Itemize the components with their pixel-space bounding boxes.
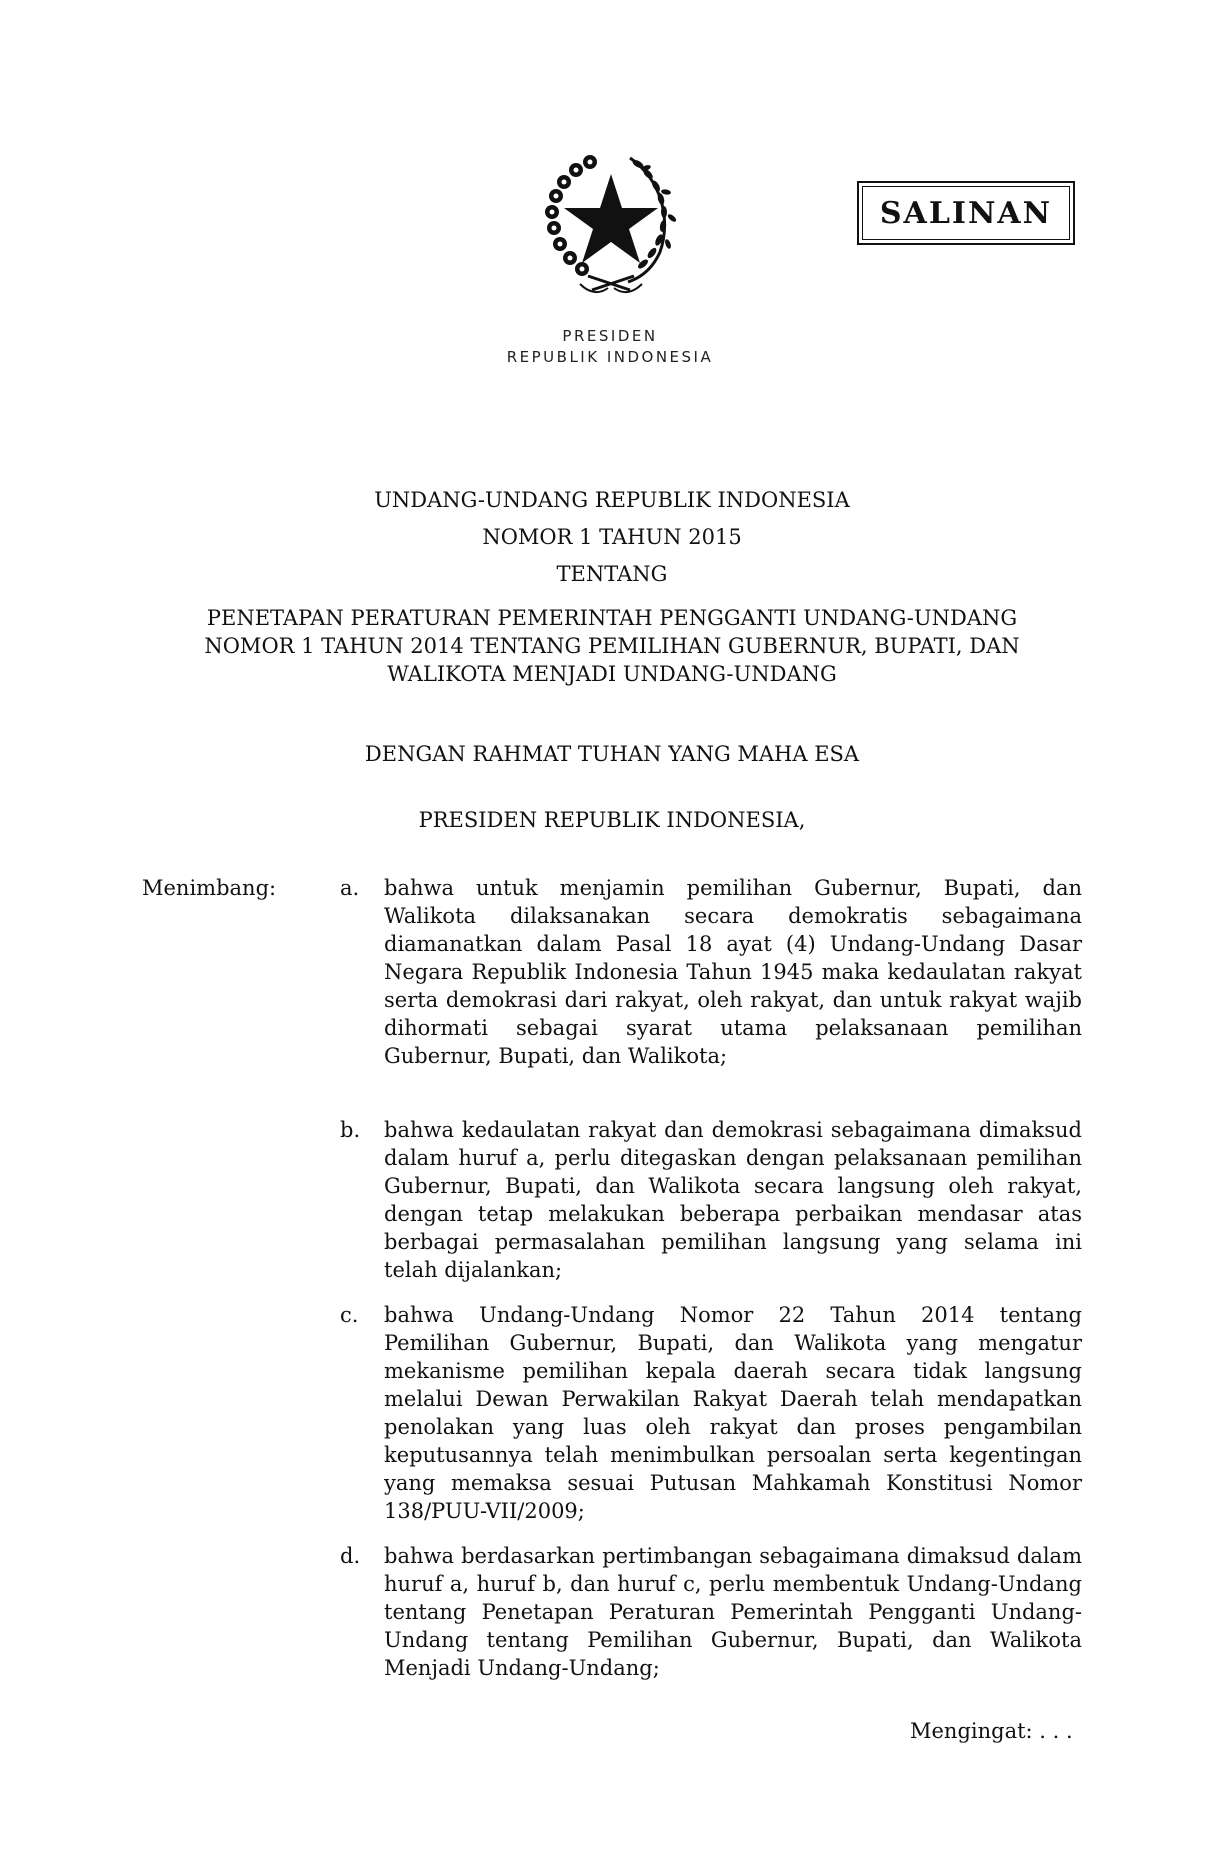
subject-line1: PENETAPAN PERATURAN PEMERINTAH PENGGANTI UNDANG-UNDANG <box>206 606 1018 630</box>
president-line: PRESIDEN REPUBLIK INDONESIA, <box>418 808 806 832</box>
item-text: bahwa berdasarkan pertimbangan sebagaimana dimaksud dalam huruf a, huruf b, dan huruf c, perlu membentuk Undang-Undang tentang Penetapan Peraturan Pemerintah Pengganti Undang-Undang tentang Pemilihan Gubernur, Bupati, dan Walikota Menjadi Undang-Undang; <box>384 1544 1082 1680</box>
blessing-line: DENGAN RAHMAT TUHAN YANG MAHA ESA <box>364 742 860 766</box>
continuation-catchword: Mengingat: . . . <box>910 1719 1073 1743</box>
stamp-label: SALINAN <box>879 195 1053 231</box>
item-text: bahwa untuk menjamin pemilihan Gubernur, Bupati, dan Walikota dilaksanakan secara demokratis sebagaimana diamanatkan dalam Pasal 18 ayat (4) Undang-Undang Dasar Negara Republik Indonesia Tahun 1945 maka kedaulatan rakyat serta demokrasi dari rakyat, oleh rakyat, dan untuk rakyat wajib dihormati sebagai syarat utama pelaksanaan pemilihan Gubernur, Bupati, dan Walikota; <box>384 876 1082 1068</box>
presidential-seal-icon <box>530 148 692 298</box>
emblem-caption <box>440 326 780 368</box>
emblem-caption-line1: PRESIDEN <box>562 327 658 345</box>
list-item <box>340 1542 1082 1682</box>
list-item <box>340 1116 1082 1284</box>
subject-line3: WALIKOTA MENJADI UNDANG-UNDANG <box>387 662 837 686</box>
emblem-caption-line2: REPUBLIK INDONESIA <box>506 348 714 366</box>
item-letter: d. <box>340 1544 361 1568</box>
title-line2: NOMOR 1 TAHUN 2015 <box>482 525 742 549</box>
item-letter: a. <box>340 876 360 900</box>
law-title <box>100 482 1124 593</box>
menimbang-list <box>340 874 1082 1682</box>
title-line1: UNDANG-UNDANG REPUBLIK INDONESIA <box>374 488 850 512</box>
menimbang-label: Menimbang: <box>142 876 277 900</box>
item-letter: c. <box>340 1303 359 1327</box>
title-line3: TENTANG <box>556 562 668 586</box>
item-text: bahwa kedaulatan rakyat dan demokrasi sebagaimana dimaksud dalam huruf a, perlu ditegaskan dengan pelaksanaan pemilihan Gubernur, Bupati, dan Walikota secara langsung oleh rakyat, dengan tetap melakukan beberapa perbaikan mendasar atas berbagai permasalahan pemilihan langsung yang selama ini telah dijalankan; <box>384 1118 1082 1282</box>
list-item <box>340 874 1082 1070</box>
item-letter: b. <box>340 1118 361 1142</box>
law-subject <box>100 604 1124 688</box>
subject-line2: NOMOR 1 TAHUN 2014 TENTANG PEMILIHAN GUBERNUR, BUPATI, DAN <box>204 634 1020 658</box>
salinan-stamp <box>857 181 1075 245</box>
item-text: bahwa Undang-Undang Nomor 22 Tahun 2014 tentang Pemilihan Gubernur, Bupati, dan Walikota yang mengatur mekanisme pemilihan kepala daerah secara tidak langsung melalui Dewan Perwakilan Rakyat Daerah telah mendapatkan penolakan yang luas oleh rakyat dan proses pengambilan keputusannya telah menimbulkan persoalan serta kegentingan yang memaksa sesuai Putusan Mahkamah Konstitusi Nomor 138/PUU-VII/2009; <box>384 1303 1082 1523</box>
stamp-inner-border <box>862 186 1070 240</box>
list-item <box>340 1301 1082 1525</box>
